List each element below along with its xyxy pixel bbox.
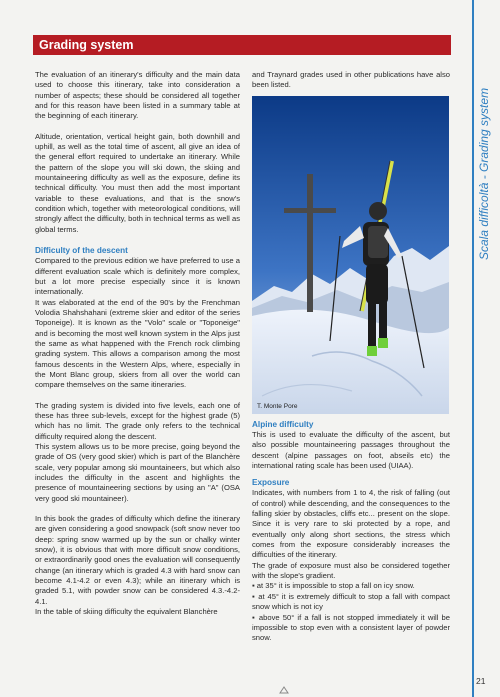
side-rule <box>472 0 474 697</box>
paragraph: This is used to evaluate the difficulty of the ascent, but also possible mountaineering passages throughout the descent (alpine passages on foot, abseils etc) the international rating scale has been used (UIAA). <box>252 430 450 471</box>
bullet-item: ▪ at 35° it is impossible to stop a fall on icy snow. <box>252 581 415 591</box>
bullet-item: ▪ above 50° if a fall is not stopped immediately it will be impossible to stop even with a consistent layer of powder snow. <box>252 612 450 643</box>
heading-alpine-difficulty: Alpine difficulty <box>252 420 314 429</box>
paragraph: Altitude, orientation, vertical height gain, both downhill and uphill, as well as the total time of ascent, all give an idea of the general effort required to undertake an itinerary. While the pattern of the slope you will ski down, the skiing and mountaineering difficulty as well as the exposure, define its technical difficulty. You must then add the most important variable to these evaluations, and that is the snow's condition which, together with meteorological conditions, will strongly affect the difficulty, both in technical terms as well as global terms. <box>35 131 240 234</box>
paragraph: The evaluation of an itinerary's difficulty and the main data used to choose this itinerary, take into consideration a number of aspects; these should be considered all together and for this reason have been listed in a summary table at the beginning of each itinerary. <box>35 70 240 121</box>
ski-mountaineer-photo <box>252 96 449 414</box>
paragraph: In the table of skiing difficulty the equivalent Blanchère <box>35 607 218 617</box>
paragraph: The grade of exposure must also be considered together with the slope's gradient. <box>252 560 450 581</box>
paragraph: Compared to the previous edition we have preferred to use a different evaluation scale which is definitely more complex, but a lot more precise especially since it is known internationally. <box>35 256 240 297</box>
section-title: Grading system <box>33 35 451 55</box>
paragraph: It was elaborated at the end of the 90's by the Frenchman Volodia Shahshahani (extreme skier and editor of the series Toponeige). It is known as the "Volo" scale or "Toponeige" and is becoming the most well known system in the Alps just the same as what happened with the French rock climbing grading system. This allows a comparison among the most famous descents in the Western Alps, where, especially in the Mont Blanc group, skiers from all over the world can compare themselves on the same itineraries. <box>35 297 240 390</box>
paragraph: This system allows us to be more precise, going beyond the grade of OS (very good skier) which is part of the Blanchère scale, very popular among ski mountaineers, but which also includes the difficulty in the ascent and highlights the presence of mountaineering sections by using an "A" (OSA very good ski mountaineer). <box>35 442 240 503</box>
photo-caption: T. Monte Pore <box>257 403 298 410</box>
bullet-item: ▪ at 45° it is extremely difficult to stop a fall with compact snow which is not icy <box>252 591 450 612</box>
right-column-bottom <box>252 419 450 644</box>
paragraph: and Traynard grades used in other publications have also been listed. <box>252 70 450 90</box>
heading-exposure: Exposure <box>252 478 290 488</box>
paragraph: The grading system is divided into five levels, each one of these has three sub-levels, except for the highest grade (5) which has no limit. The grade only refers to the technical difficulty required along the descent. <box>35 400 240 441</box>
paragraph: In this book the grades of difficulty which define the itinerary are given considering a good snowpack (soft snow never too deep: spring snow warmed up by the sun or chalky winter snow), it is obvious that with more difficult snow conditions, or extraordinarily good ones the evaluation will consequently change (an itinerary which is graded 4.3 with hard snow can become 4.1-4.2 or even 4.3); while an itinerary which is graded 5.1, with powder snow can be considered 4.3.-4.2-4.1. <box>35 514 240 606</box>
photo-illustration <box>252 96 449 414</box>
publisher-logo-icon <box>279 686 289 696</box>
side-tab <box>472 0 492 697</box>
right-column-top <box>252 70 450 91</box>
page-number: 21 <box>476 676 486 686</box>
left-column <box>35 70 240 618</box>
heading-difficulty-descent: Difficulty of the descent <box>35 246 128 256</box>
paragraph: Indicates, with numbers from 1 to 4, the risk of falling (out of control) while descending, and the consequences to the falling skier by obstacles, cliffs etc... present on the slope. Since it is very rare to ski protected by a rope, and eventually only along short sections, the stress which comes from the exposure considerably increases the difficulties of the itinerary. <box>252 488 450 560</box>
side-label: Scala difficoltà - Grading system <box>477 87 491 260</box>
